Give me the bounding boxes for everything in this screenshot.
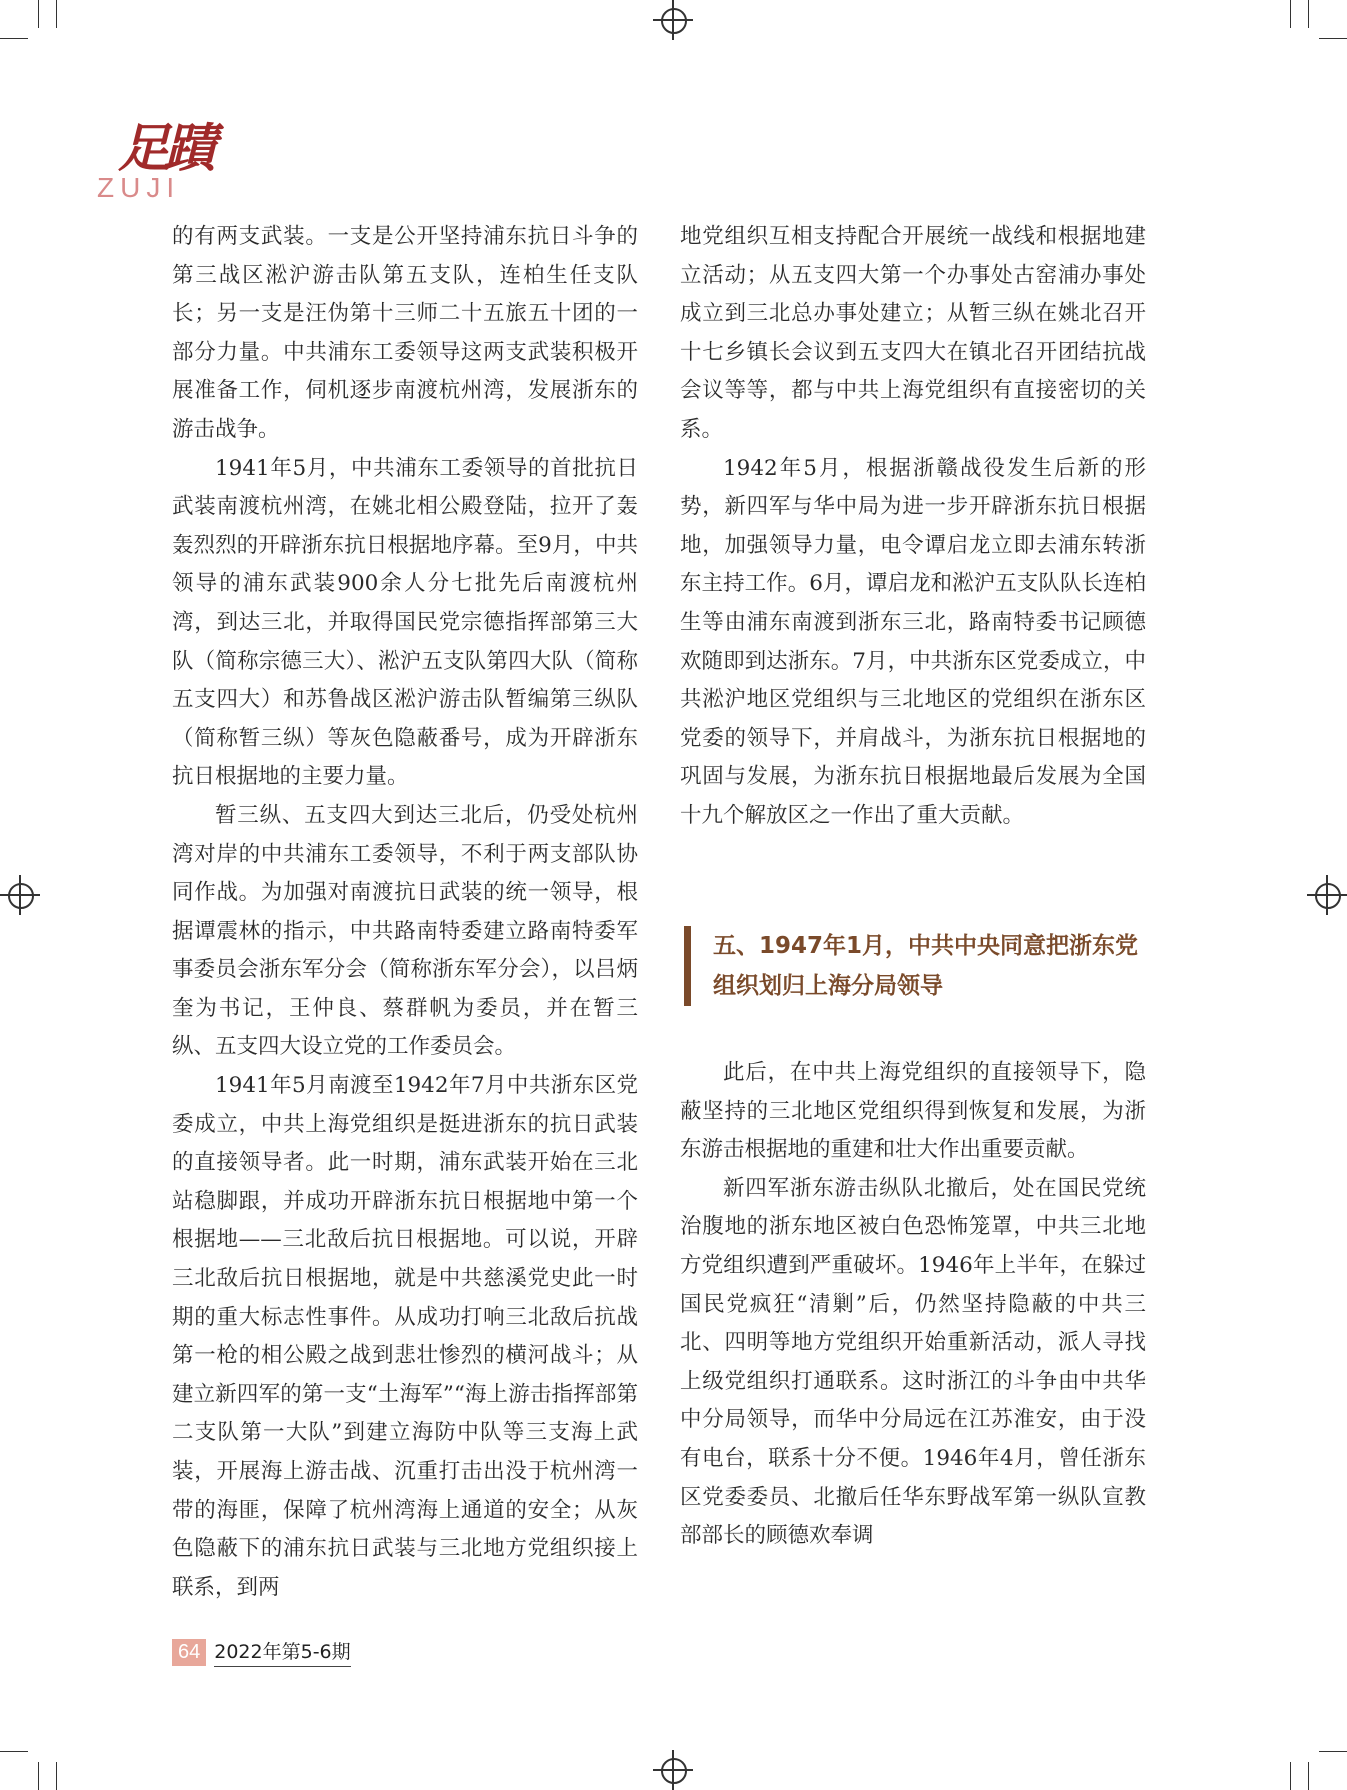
section-heading-line: 组织划归上海分局领导 [713, 973, 943, 999]
paragraph: 1942年5月，根据浙赣战役发生后新的形势，新四军与华中局为进一步开辟浙东抗日根据地，加强领导力量，电令谭启龙立即去浦东转浙东主持工作。6月，谭启龙和淞沪五支队队长连柏生等由浦东南渡到浙东三北，路南特委书记顾德欢随即到达浙东。7月，中共浙东区党委成立，中共淞沪地区党组织与三北地区的党组织在浙东区党委的领导下，并肩战斗，为浙东抗日根据地的巩固与发展，为浙东抗日根据地最后发展为全国十九个解放区之一作出了重大贡献。 [680, 455, 1146, 828]
crop-mark [38, 1762, 39, 1790]
crop-mark [1308, 1762, 1309, 1790]
right-column [680, 218, 1146, 836]
paragraph: 1941年5月，中共浦东工委领导的首批抗日武装南渡杭州湾，在姚北相公殿登陆，拉开了轰轰烈烈的开辟浙东抗日根据地序幕。至9月，中共领导的浦东武装900余人分七批先后南渡杭州湾，到达三北，并取得国民党宗德指挥部第三大队（简称宗德三大）、淞沪五支队第四大队（简称五支四大）和苏鲁战区淞沪游击队暂编第三纵队（简称暂三纵）等灰色隐蔽番号，成为开辟浙东抗日根据地的主要力量。 [172, 455, 638, 790]
crop-mark [1308, 0, 1309, 28]
registration-mark-bottom [653, 1750, 693, 1790]
right-column-continued [680, 1054, 1146, 1556]
page-footer [172, 1637, 351, 1671]
crop-mark [1319, 38, 1347, 39]
crop-mark [0, 1751, 28, 1752]
section-heading [684, 926, 1183, 1006]
issue-label: 2022年第5-6期 [214, 1637, 350, 1667]
crop-mark [1290, 1762, 1291, 1790]
registration-mark-top [653, 0, 693, 40]
paragraph: 暂三纵、五支四大到达三北后，仍受处杭州湾对岸的中共浦东工委领导，不利于两支部队协同作战。为加强对南渡抗日武装的统一领导，根据谭震林的指示，中共路南特委建立路南特委军事委员会浙东军分会（简称浙东军分会），以吕炳奎为书记，王仲良、蔡群帆为委员，并在暂三纵、五支四大设立党的工作委员会。 [172, 802, 638, 1060]
crop-mark [56, 0, 57, 28]
crop-mark [38, 0, 39, 28]
registration-mark-right [1307, 875, 1347, 915]
paragraph: 地党组织互相支持配合开展统一战线和根据地建立活动；从五支四大第一个办事处古窑浦办事处成立到三北总办事处建立；从暂三纵在姚北召开十七乡镇长会议到五支四大在镇北召开团结抗战会议等等，都与中共上海党组织有直接密切的关系。 [680, 224, 1146, 442]
section-logo-latin: ZUJI [97, 172, 181, 203]
crop-mark [1290, 0, 1291, 28]
page-number: 64 [172, 1639, 206, 1666]
section-heading-line: 五、1947年1月，中共中央同意把浙东党 [713, 933, 1139, 959]
section-logo: 足蹟 [118, 118, 211, 179]
paragraph: 1941年5月南渡至1942年7月中共浙东区党委成立，中共上海党组织是挺进浙东的抗日武装的直接领导者。此一时期，浦东武装开始在三北站稳脚跟，并成功开辟浙东抗日根据地中第一个根据地——三北敌后抗日根据地。可以说，开辟三北敌后抗日根据地，就是中共慈溪党史此一时期的重大标志性事件。从成功打响三北敌后抗战第一枪的相公殿之战到悲壮惨烈的横河战斗；从建立新四军的第一支“土海军”“海上游击指挥部第二支队第一大队”到建立海防中队等三支海上武装，开展海上游击战、沉重打击出没于杭州湾一带的海匪，保障了杭州湾海上通道的安全；从灰色隐蔽下的浦东抗日武装与三北地方党组织接上联系，到两 [172, 1073, 638, 1600]
paragraph: 此后，在中共上海党组织的直接领导下，隐蔽坚持的三北地区党组织得到恢复和发展，为浙东游击根据地的重建和壮大作出重要贡献。 [680, 1060, 1146, 1163]
crop-mark [1319, 1751, 1347, 1752]
crop-mark [0, 38, 28, 39]
left-column [172, 218, 638, 1607]
paragraph: 的有两支武装。一支是公开坚持浦东抗日斗争的第三战区淞沪游击队第五支队，连柏生任支队长；另一支是汪伪第十三师二十五旅五十团的一部分力量。中共浦东工委领导这两支武装积极开展准备工作，伺机逐步南渡杭州湾，发展浙东的游击战争。 [172, 224, 638, 442]
paragraph: 新四军浙东游击纵队北撤后，处在国民党统治腹地的浙东地区被白色恐怖笼罩，中共三北地方党组织遭到严重破坏。1946年上半年，在躲过国民党疯狂“清剿”后，仍然坚持隐蔽的中共三北、四明等地方党组织开始重新活动，派人寻找上级党组织打通联系。这时浙江的斗争由中共华中分局领导，而华中分局远在江苏淮安，由于没有电台，联系十分不便。1946年4月，曾任浙东区党委委员、北撤后任华东野战军第一纵队宣教部部长的顾德欢奉调 [680, 1175, 1146, 1549]
crop-mark [56, 1762, 57, 1790]
registration-mark-left [0, 875, 40, 915]
